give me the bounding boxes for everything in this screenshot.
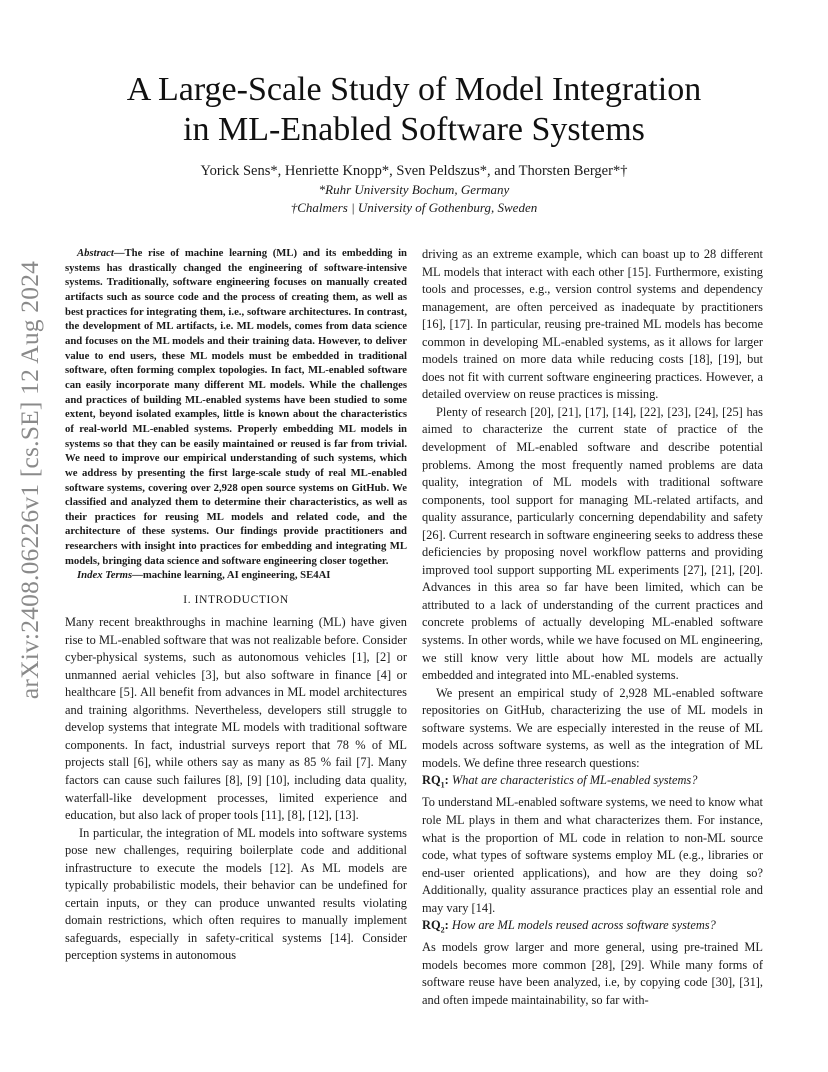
research-question-1 (422, 772, 763, 794)
intro-paragraph-2-continued: driving as an extreme example, which can boast up to 28 different ML models that interact with each other [15]. Furthermore, existing tools and processes, e.g., version control systems and dependency management, are often perceived as inadequate by practitioners [16], [17]. In particular, reusing pre-trained ML models has become common in developing ML-enabled systems, as it allows for larger models trained on more data while reducing costs [18], [19], but does not fit with current software engineering practices. However, a detailed overview on reuse practices is missing. (422, 247, 763, 402)
title-line-1: A Large-Scale Study of Model Integration (126, 71, 702, 108)
affiliation-1: *Ruhr University Bochum, Germany (318, 182, 510, 197)
intro-paragraph-2: In particular, the integration of ML models into software systems pose new challenges, requiring boilerplate code and additional infrastructure to execute the models [12]. As ML models are typically probabilistic models, their behavior can be undefined for certain inputs, or they can produce unwanted results violating domain restrictions, which often requires to manually implement safeguards, especially in safety-critical systems [14]. Consider perception systems in autonomous (65, 825, 407, 963)
arxiv-identifier: arXiv:2408.06226v1 [cs.SE] 12 Aug 2024 (15, 260, 44, 700)
right-column (422, 246, 763, 1009)
rq1-explanation: To understand ML-enabled software systems, we need to know what role ML plays in them and what characterizes them. For instance, what is the proportion of ML code in relation to non-ML source code, what types of software systems employ ML (e.g., libraries or end-user oriented applications), and how are they doing so? Additionally, quality assurance practices play an essential role and may vary [14]. (422, 795, 763, 915)
author-list: Yorick Sens*, Henriette Knopp*, Sven Peldszus*, and Thorsten Berger*† (200, 163, 628, 179)
paper-title (60, 70, 768, 150)
intro-paragraph-4: We present an empirical study of 2,928 ML-enabled software repositories on GitHub, characterizing the use of ML models in software systems. We are especially interested in the reuse of ML models across software systems, as well as the integration of ML models. We define three research questions: (422, 685, 763, 770)
index-terms-label: Index Terms (77, 569, 133, 582)
abstract (65, 246, 407, 568)
arxiv-watermark (12, 260, 48, 700)
rq1-question: What are characteristics of ML-enabled systems? (451, 773, 698, 788)
abstract-label: Abstract (77, 247, 114, 259)
title-line-2: in ML-Enabled Software Systems (183, 111, 645, 148)
rq2-question: How are ML models reused across software systems? (451, 918, 716, 933)
intro-paragraph-3: Plenty of research [20], [21], [17], [14], [22], [23], [24], [25] has aimed to characterize the current state of practice of the development of ML-enabled software and describe potential problems. Among the most frequently named problems are data quality, integration of ML models with traditional software components, tool support for managing ML-related artifacts, and quality assurance, particularly concerning dependability and safety [26]. Current research in software engineering seeks to address these deficiencies by proposing novel workflow patterns and providing improved tool support supporting ML experiments [27], [21], [20]. Advances in this area so far have been limited, which can be attributed to a lack of understanding of the current practices and concrete problems of actually developing ML-enabled software systems. In other words, while we have focused on ML engineering, we still know very little about how ML models are actually embedded and integrated into ML-enabled systems. (422, 404, 763, 683)
affiliation-2: †Chalmers | University of Gothenburg, Sweden (290, 200, 538, 215)
research-question-2 (422, 917, 763, 939)
rq1-label: $RQ_1$: (422, 773, 449, 790)
intro-paragraph-1: Many recent breakthroughs in machine learning (ML) have given rise to ML-enabled software that was not realizable before. Consider cyber-physical systems, such as autonomous vehicles [1], [2] or unmanned aerial vehicles [3], but also software in finance [4] or healthcare [5]. All benefit from advances in ML model architectures and training algorithms. Nevertheless, developers still struggle to develop systems that integrate ML models with traditional software components. In fact, industrial surveys report that 78 % of ML projects stall [6], while others say as many as 85 % fail [7]. Many factors can cause such failures [8], [9] [10], including data quality, waterfall-like development processes, limited experience and education, but also lack of proper tools [11], [8], [12], [13]. (65, 615, 407, 823)
rq2-explanation: As models grow larger and more general, using pre-trained ML models becomes more common [28], [29]. While many forms of software reuse have been analyzed, i.e, by copying code [30], [31], and often impede maintainability, so far with- (422, 940, 763, 1007)
index-terms (65, 568, 407, 583)
rq2-label: $RQ_2$: (422, 918, 449, 935)
index-terms-text: —machine learning, AI engineering, SE4AI (132, 569, 331, 582)
section-heading-introduction: I. INTRODUCTION (183, 594, 289, 607)
left-column (65, 246, 407, 965)
abstract-text: —The rise of machine learning (ML) and its embedding in systems has drastically changed the engineering of software-intensive systems. Traditionally, software engineering focuses on manually created artifacts such as source code and the process of creating them, as well as best practices for integrating them, i.e., software architectures. In contrast, the development of ML artifacts, i.e. ML models, comes from data science and focuses on the ML models and their training data. However, to deliver value to end users, these ML models must be embedded in traditional software, often forming complex topologies. In fact, ML-enabled software can easily incorporate many different ML models. While the challenges and practices of building ML-enabled systems have been studied to some extent, beyond isolated examples, little is known about the characteristics of real-world ML-enabled systems. Properly embedding ML models in systems so that they can be easily maintained or reused is far from trivial. We need to improve our empirical understanding of such systems, which we address by presenting the first large-scale study of real ML-enabled software systems, covering over 2,928 open source systems on GitHub. We classified and analyzed them to determine their characteristics, as well as their practices for reusing ML models and related code, and the architecture of these systems. Our findings provide practitioners and researchers with insight into practices for embedding and integrating ML models, bringing data science and software engineering closer together. (65, 247, 407, 567)
